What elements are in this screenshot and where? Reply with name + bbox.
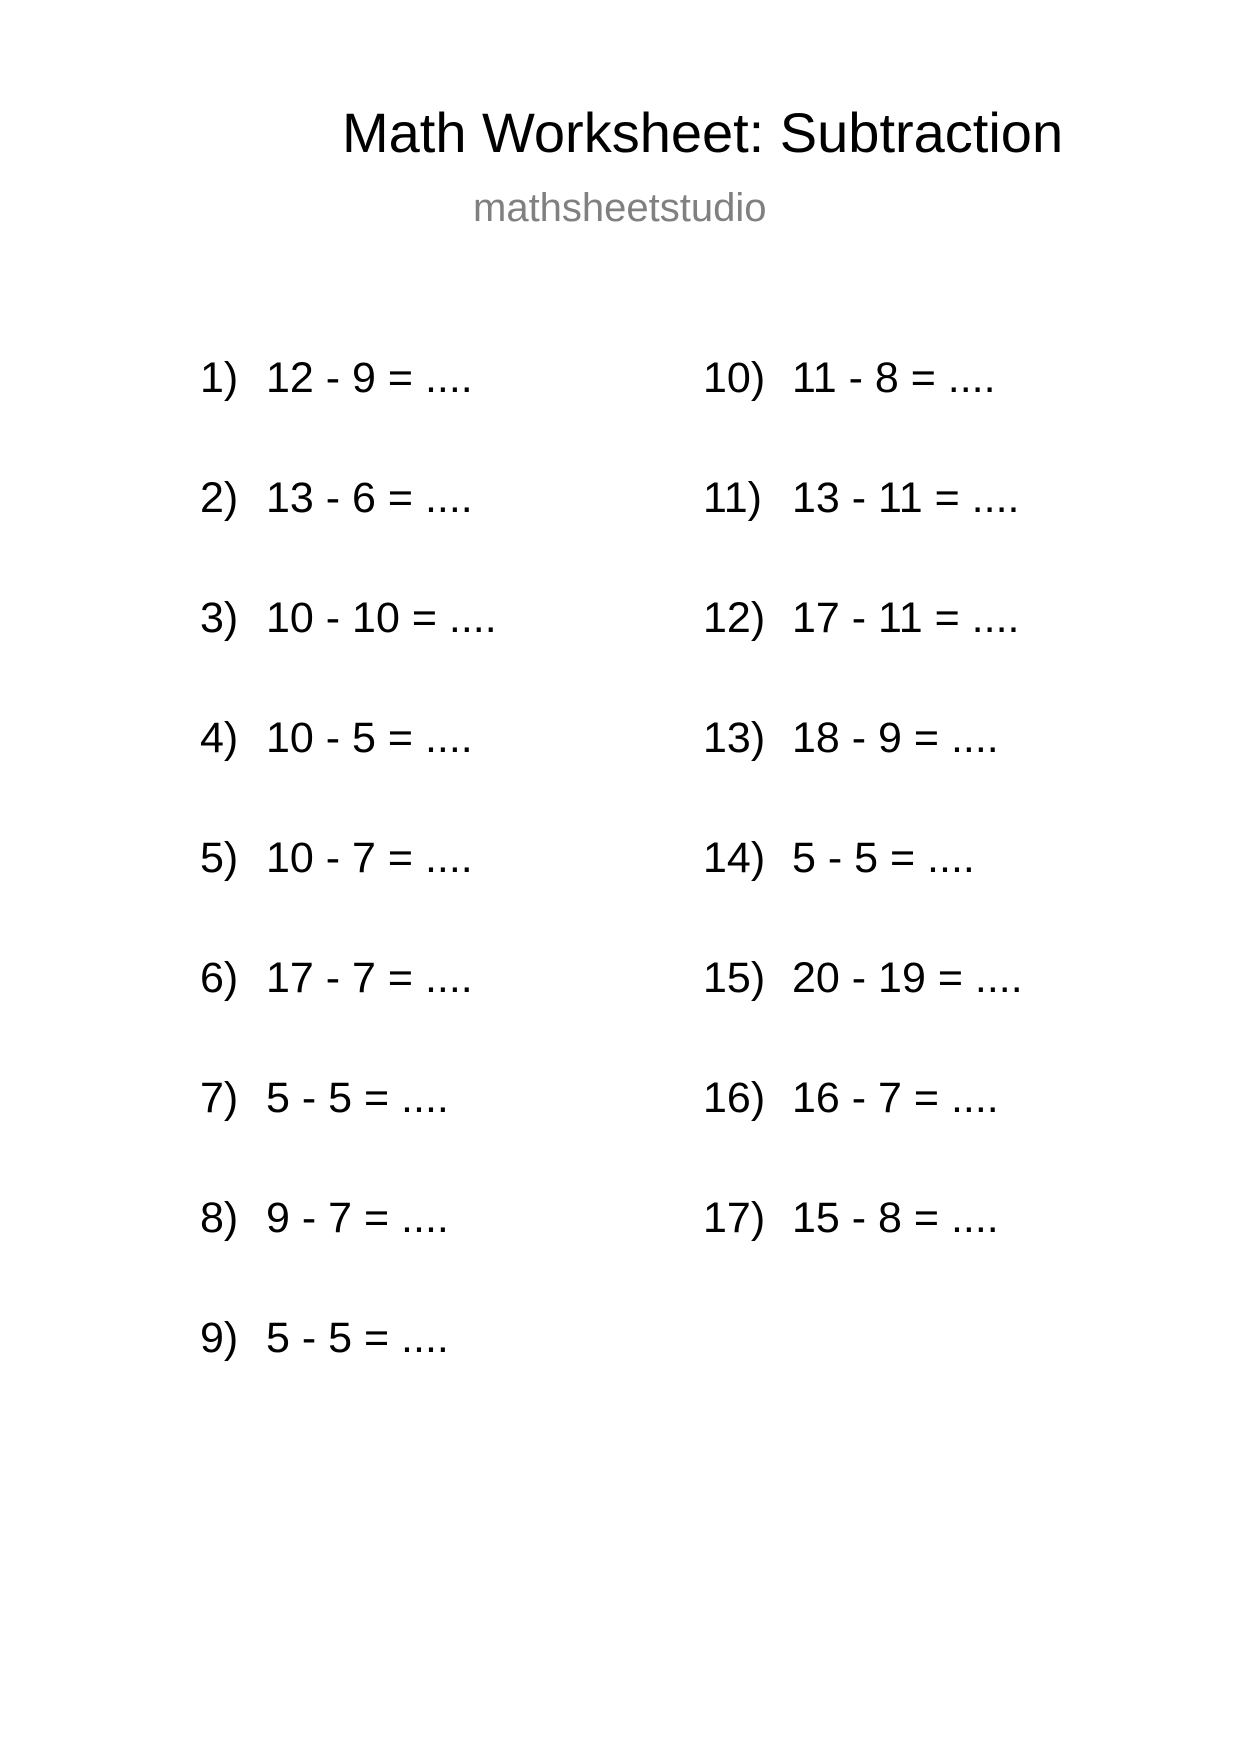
problem-number: 7) [200, 1074, 239, 1122]
problem-10 [703, 353, 996, 403]
problem-expression: 16 - 7 = .... [792, 1074, 999, 1122]
problem-16 [703, 1073, 999, 1123]
problem-number: 8) [200, 1194, 239, 1242]
problem-number: 17) [703, 1194, 766, 1242]
problem-11 [703, 473, 1019, 523]
problem-12 [703, 593, 1019, 643]
problem-expression: 13 - 6 = .... [266, 474, 473, 522]
problem-15 [703, 953, 1023, 1003]
problem-expression: 10 - 10 = .... [266, 594, 497, 642]
problem-2 [200, 473, 473, 523]
problem-number: 3) [200, 594, 239, 642]
problem-expression: 10 - 5 = .... [266, 714, 473, 762]
problem-expression: 15 - 8 = .... [792, 1194, 999, 1242]
problem-17 [703, 1193, 999, 1243]
problem-expression: 5 - 5 = .... [266, 1314, 449, 1362]
problem-expression: 5 - 5 = .... [792, 834, 975, 882]
problem-expression: 9 - 7 = .... [266, 1194, 449, 1242]
problem-4 [200, 713, 473, 763]
problem-3 [200, 593, 497, 643]
problem-number: 10) [703, 354, 766, 402]
problem-number: 2) [200, 474, 239, 522]
problem-expression: 13 - 11 = .... [792, 474, 1020, 522]
problem-number: 13) [703, 714, 766, 762]
problem-expression: 17 - 7 = .... [266, 954, 473, 1002]
problem-expression: 12 - 9 = .... [266, 354, 473, 402]
problem-14 [703, 833, 975, 883]
problem-expression: 11 - 8 = .... [792, 354, 996, 402]
problem-number: 6) [200, 954, 239, 1002]
problem-number: 14) [703, 834, 766, 882]
problem-expression: 18 - 9 = .... [792, 714, 999, 762]
problem-expression: 5 - 5 = .... [266, 1074, 449, 1122]
worksheet-title: Math Worksheet: Subtraction [342, 101, 1064, 164]
brand-name: mathsheetstudio [473, 186, 767, 230]
problem-number: 4) [200, 714, 239, 762]
problem-number: 5) [200, 834, 239, 882]
problem-number: 11) [703, 474, 762, 522]
problem-expression: 17 - 11 = .... [792, 594, 1020, 642]
problem-number: 9) [200, 1314, 239, 1362]
problem-9 [200, 1313, 449, 1363]
problem-13 [703, 713, 999, 763]
problem-number: 15) [703, 954, 766, 1002]
problem-expression: 10 - 7 = .... [266, 834, 473, 882]
problem-expression: 20 - 19 = .... [792, 954, 1023, 1002]
problem-number: 1) [200, 354, 239, 402]
problem-8 [200, 1193, 449, 1243]
problem-number: 16) [703, 1074, 766, 1122]
problem-7 [200, 1073, 449, 1123]
problem-6 [200, 953, 473, 1003]
problem-1 [200, 353, 473, 403]
problem-5 [200, 833, 473, 883]
problem-number: 12) [703, 594, 766, 642]
